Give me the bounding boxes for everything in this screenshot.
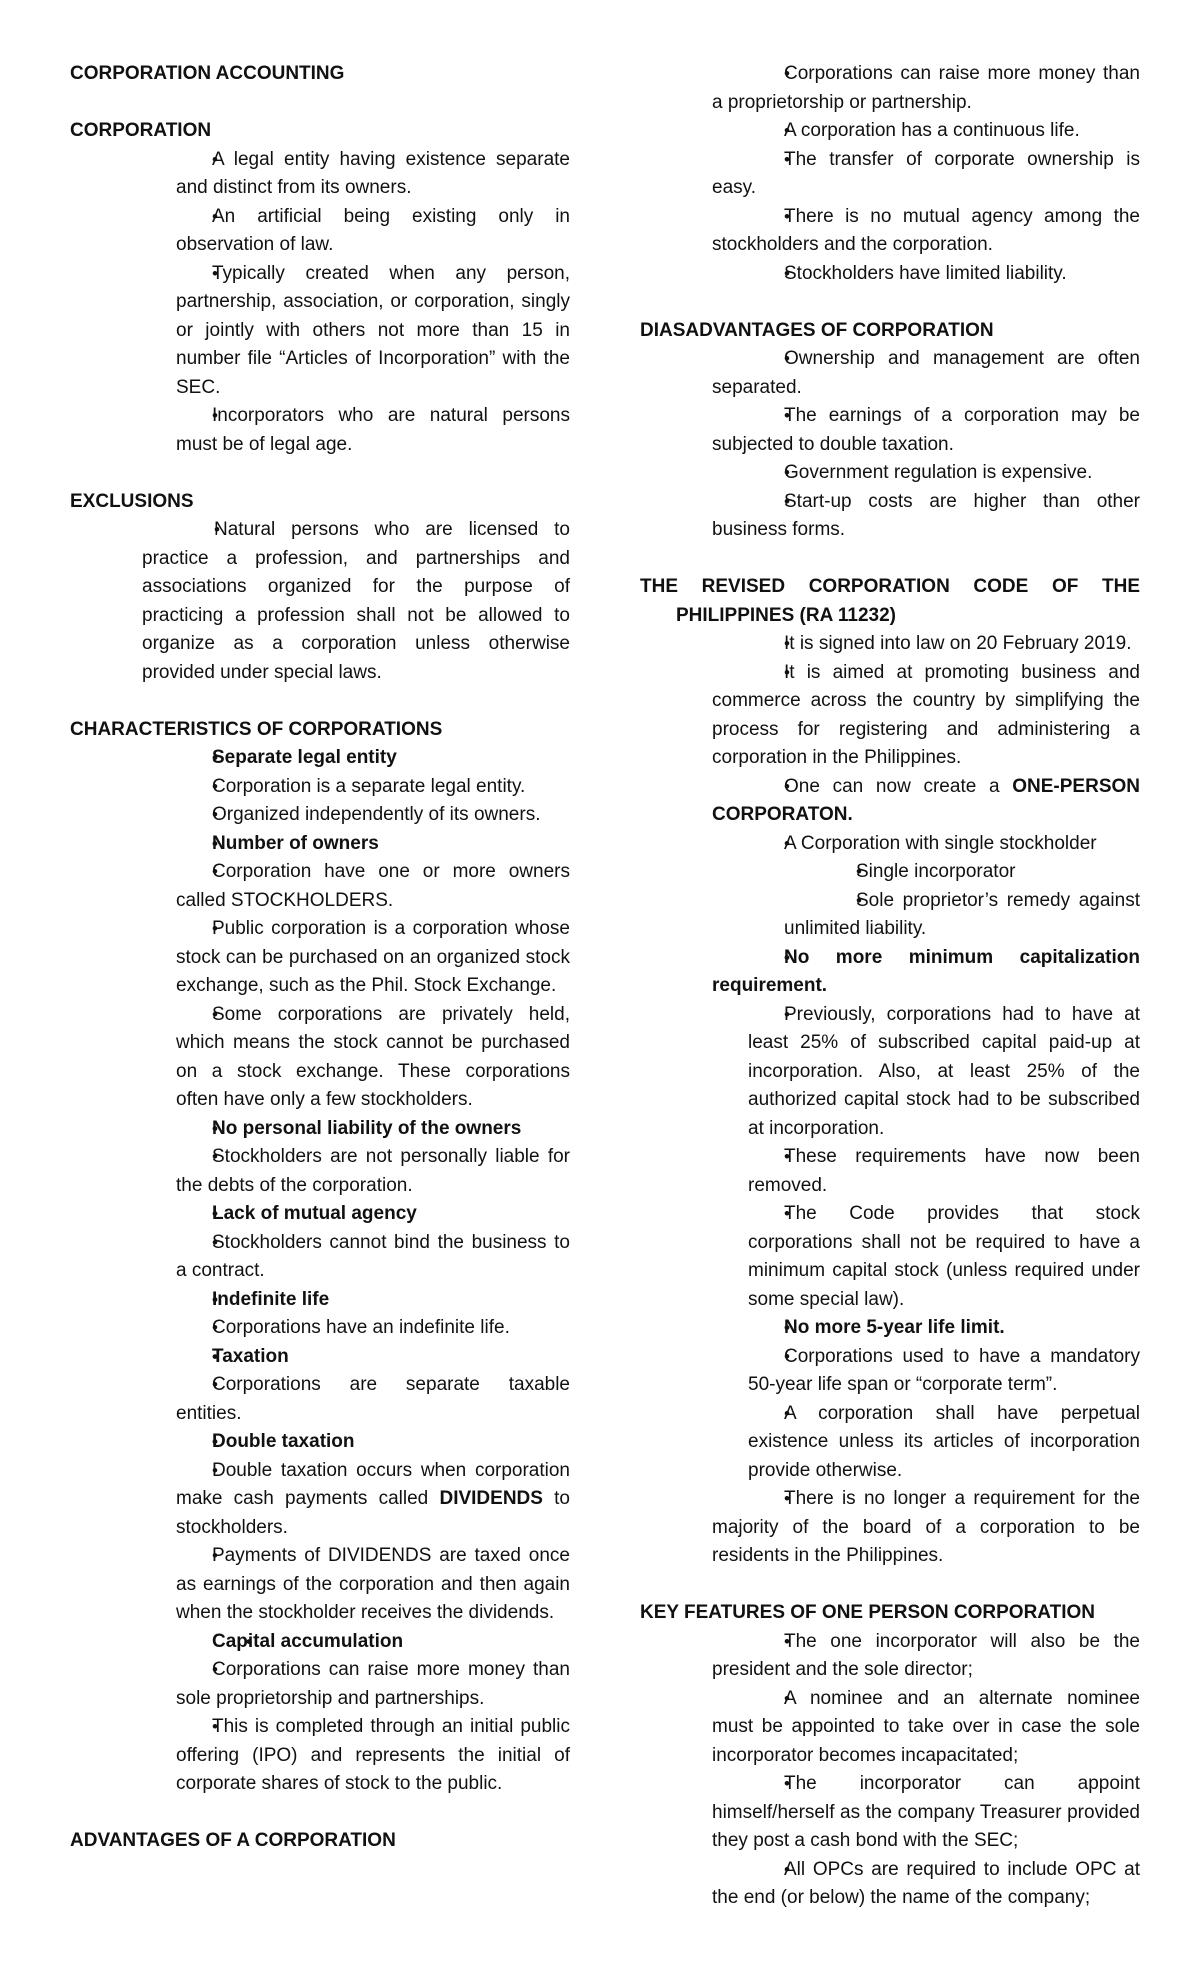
characteristic-item: • Organized independently of its owners. — [176, 801, 570, 830]
code-bullet: • It is aimed at promoting business and commerce across the country by simplifying the process for registering and administering a corporation in the Philippines. — [712, 659, 1140, 773]
opc-intro-text: One can now create a — [784, 775, 1013, 797]
life-limit-item: • Corporations used to have a mandatory 50-year life span or “corporate term”. — [748, 1343, 1140, 1400]
characteristic-title: • Capital accumulation — [176, 1628, 570, 1657]
disadvantage-bullet: • The earnings of a corporation may be subjected to double taxation. — [712, 402, 1140, 459]
advantage-bullet: • There is no mutual agency among the stockholders and the corporation. — [712, 203, 1140, 260]
advantage-bullet: • A corporation has a continuous life. — [712, 117, 1140, 146]
corporation-bullet: • Incorporators who are natural persons must be of legal age. — [176, 402, 570, 459]
capitalization-item: • Previously, corporations had to have at least 25% of subscribed capital paid-up at incorporation. Also, at least 25% of the authorized capital stock had to be subscribed at incorporation. — [748, 1001, 1140, 1144]
opc-term: ONE-PERSON CORPORATON. — [712, 775, 1140, 825]
left-column — [70, 60, 570, 1856]
characteristic-item: • Some corporations are privately held, which means the stock cannot be purchased on a stock exchange. These corporations often have only a few stockholders. — [176, 1001, 570, 1115]
advantages-heading: ADVANTAGES OF A CORPORATION — [70, 1830, 396, 1851]
dividend-text: Double taxation occurs when corporation make cash payments called — [176, 1459, 570, 1509]
characteristic-item: • This is completed through an initial public offering (IPO) and represents the initial of corporate shares of stock to the public. — [176, 1713, 570, 1799]
opc-feature-bullet: • A nominee and an alternate nominee must be appointed to take over in case the sole incorporator becomes incapacitated; — [712, 1685, 1140, 1771]
dividend-text-end: to stockholders. — [176, 1488, 570, 1538]
life-limit-item: • A corporation shall have perpetual existence unless its articles of incorporation provide otherwise. — [748, 1400, 1140, 1486]
disadvantage-bullet: • Start-up costs are higher than other business forms. — [712, 488, 1140, 545]
opc-feature-bullet: • The incorporator can appoint himself/herself as the company Treasurer provided they post a cash bond with the SEC; — [712, 1770, 1140, 1856]
characteristic-item: • Public corporation is a corporation whose stock can be purchased on an organized stock exchange, such as the Phil. Stock Exchange. — [176, 915, 570, 1001]
opc-sub-bullet: • A Corporation with single stockholder — [748, 830, 1140, 859]
characteristic-item: • Corporations have an indefinite life. — [176, 1314, 570, 1343]
code-bullet: • It is signed into law on 20 February 2019. — [712, 630, 1140, 659]
characteristic-item: • Corporations can raise more money than sole proprietorship and partnerships. — [176, 1656, 570, 1713]
code-bullet: • There is no longer a requirement for the majority of the board of a corporation to be residents in the Philippines. — [712, 1485, 1140, 1571]
characteristic-title: • Number of owners — [142, 830, 570, 859]
characteristic-item — [176, 1457, 570, 1543]
capitalization-bullet: • No more minimum capitalization requirement. — [712, 944, 1140, 1001]
characteristic-item: • Corporations are separate taxable entities. — [176, 1371, 570, 1428]
opc-sub-item: • Sole proprietor’s remedy against unlimited liability. — [784, 887, 1140, 944]
code-heading-line2: PHILIPPINES (RA 11232) — [676, 604, 896, 626]
capitalization-item: • The Code provides that stock corporations shall not be required to have a minimum capital stock (unless required under some special law). — [748, 1200, 1140, 1314]
code-bullet — [712, 773, 1140, 830]
characteristic-title: • Double taxation — [142, 1428, 570, 1457]
advantage-bullet: • The transfer of corporate ownership is easy. — [712, 146, 1140, 203]
characteristic-title: • Separate legal entity — [142, 744, 570, 773]
corporation-bullet: • Typically created when any person, partnership, association, or corporation, singly or jointly with others not more than 15 in number file “Articles of Incorporation” with the SEC. — [176, 260, 570, 403]
characteristic-item: • Stockholders cannot bind the business to a contract. — [176, 1229, 570, 1286]
document-title: CORPORATION ACCOUNTING — [70, 63, 345, 84]
characteristic-title: • Lack of mutual agency — [142, 1200, 570, 1229]
life-limit-bullet: • No more 5-year life limit. — [712, 1314, 1140, 1343]
code-heading-line1: THE REVISED CORPORATION CODE OF THE — [640, 576, 1140, 597]
opc-features-heading: KEY FEATURES OF ONE PERSON CORPORATION — [640, 1602, 1095, 1623]
disadvantages-heading: DIASADVANTAGES OF CORPORATION — [640, 319, 994, 341]
characteristic-item: • Corporation have one or more owners called STOCKHOLDERS. — [176, 858, 570, 915]
dividends-term: DIVIDENDS — [439, 1488, 543, 1509]
opc-feature-bullet: • The one incorporator will also be the president and the sole director; — [712, 1628, 1140, 1685]
characteristic-item: • Payments of DIVIDENDS are taxed once as earnings of the corporation and then again when the stockholder receives the dividends. — [176, 1542, 570, 1628]
exclusions-bullet: • Natural persons who are licensed to practice a profession, and partnerships and associations organized for the purpose of practicing a profession shall not be allowed to organize as a corporation unless otherwise provided under special laws. — [142, 516, 570, 687]
disadvantage-bullet: • Ownership and management are often separated. — [712, 345, 1140, 402]
corporation-bullet: • A legal entity having existence separate and distinct from its owners. — [176, 146, 570, 203]
opc-sub-item: • Single incorporator — [784, 858, 1140, 887]
characteristic-title: • No personal liability of the owners — [142, 1115, 570, 1144]
characteristics-heading: CHARACTERISTICS OF CORPORATIONS — [70, 718, 443, 740]
right-column — [640, 60, 1140, 1913]
characteristic-title: • Taxation — [142, 1343, 570, 1372]
exclusions-heading: EXCLUSIONS — [70, 490, 194, 512]
advantage-bullet: • Stockholders have limited liability. — [712, 260, 1140, 289]
corporation-heading: CORPORATION — [70, 120, 212, 141]
advantage-bullet: • Corporations can raise more money than a proprietorship or partnership. — [712, 60, 1140, 117]
characteristic-item: • Corporation is a separate legal entity. — [176, 773, 570, 802]
characteristic-title: • Indefinite life — [142, 1286, 570, 1315]
capitalization-item: • These requirements have now been removed. — [748, 1143, 1140, 1200]
disadvantage-bullet: • Government regulation is expensive. — [712, 459, 1140, 488]
opc-feature-bullet: • All OPCs are required to include OPC at the end (or below) the name of the company; — [712, 1856, 1140, 1913]
corporation-bullet: • An artificial being existing only in observation of law. — [176, 203, 570, 260]
characteristic-item: • Stockholders are not personally liable for the debts of the corporation. — [176, 1143, 570, 1200]
